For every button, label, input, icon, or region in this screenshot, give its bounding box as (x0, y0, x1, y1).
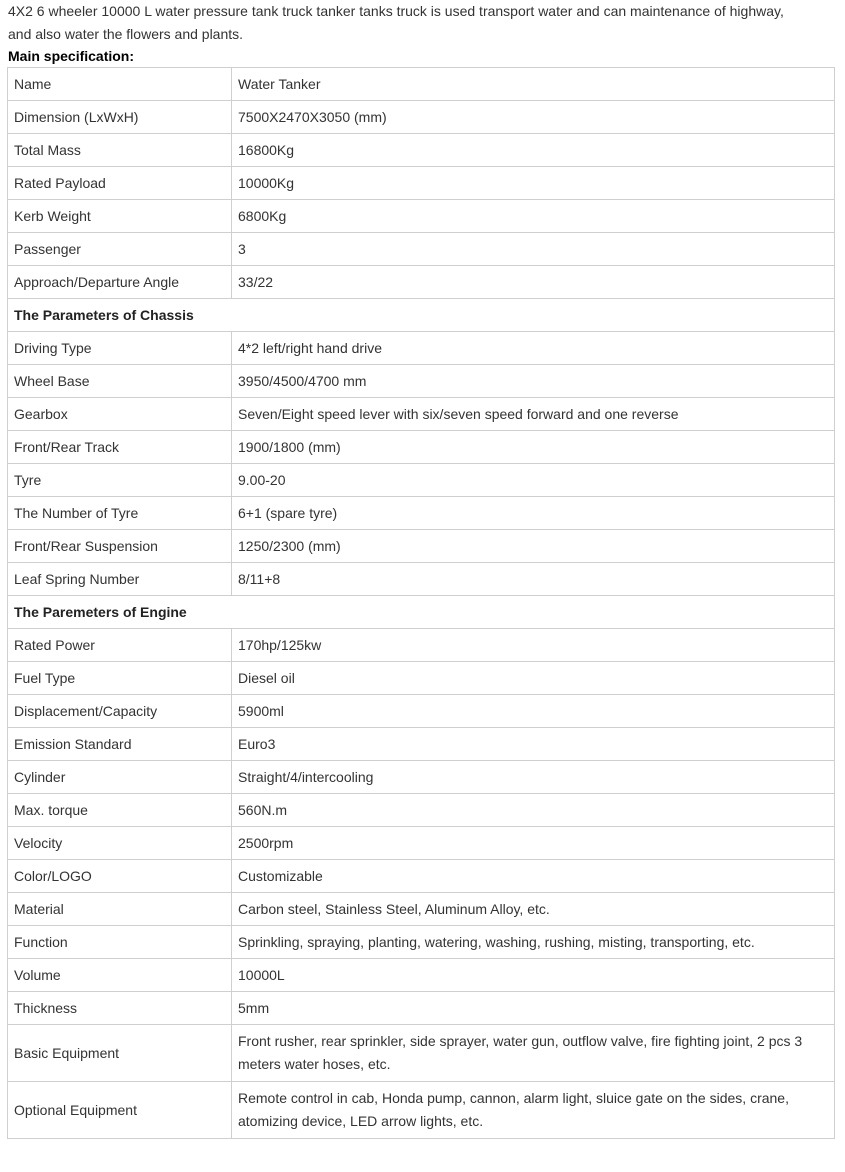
table-row (8, 464, 835, 497)
spec-label: Cylinder (8, 761, 232, 794)
spec-table-body (8, 68, 835, 1139)
spec-label: Name (8, 68, 232, 101)
spec-label: Driving Type (8, 332, 232, 365)
spec-value: 170hp/125kw (232, 629, 835, 662)
table-row (8, 167, 835, 200)
table-row (8, 992, 835, 1025)
table-row (8, 827, 835, 860)
spec-label: Fuel Type (8, 662, 232, 695)
spec-value: 10000L (232, 959, 835, 992)
spec-value: 3 (232, 233, 835, 266)
spec-value: Seven/Eight speed lever with six/seven speed forward and one reverse (232, 398, 835, 431)
table-row (8, 332, 835, 365)
table-row (8, 68, 835, 101)
spec-heading: Main specification: (8, 48, 135, 64)
section-title: The Paremeters of Engine (8, 596, 835, 629)
table-row (8, 893, 835, 926)
spec-label: Passenger (8, 233, 232, 266)
spec-value: 6800Kg (232, 200, 835, 233)
table-row (8, 794, 835, 827)
section-header-row (8, 299, 835, 332)
table-row (8, 662, 835, 695)
spec-value: Euro3 (232, 728, 835, 761)
spec-label: Wheel Base (8, 365, 232, 398)
table-row (8, 365, 835, 398)
spec-value: 2500rpm (232, 827, 835, 860)
table-row (8, 629, 835, 662)
table-row (8, 959, 835, 992)
spec-value: 1900/1800 (mm) (232, 431, 835, 464)
spec-label: Tyre (8, 464, 232, 497)
spec-value: 6+1 (spare tyre) (232, 497, 835, 530)
spec-table (7, 67, 835, 1139)
spec-label: Approach/Departure Angle (8, 266, 232, 299)
table-row (8, 728, 835, 761)
spec-value: 16800Kg (232, 134, 835, 167)
section-header-row (8, 596, 835, 629)
spec-label: Material (8, 893, 232, 926)
table-row (8, 101, 835, 134)
spec-value: 10000Kg (232, 167, 835, 200)
intro-paragraph: 4X2 6 wheeler 10000 L water pressure tank truck tanker tanks truck is used transport water and can maintenance of highway, and also water the flowers and plants. (8, 3, 784, 42)
spec-label: Front/Rear Suspension (8, 530, 232, 563)
table-row (8, 530, 835, 563)
spec-value: 3950/4500/4700 mm (232, 365, 835, 398)
spec-value: 5900ml (232, 695, 835, 728)
spec-value: 5mm (232, 992, 835, 1025)
table-row (8, 398, 835, 431)
spec-label: Basic Equipment (8, 1025, 232, 1082)
spec-value: 1250/2300 (mm) (232, 530, 835, 563)
spec-label: Volume (8, 959, 232, 992)
spec-label: Velocity (8, 827, 232, 860)
spec-label: Thickness (8, 992, 232, 1025)
spec-value: 560N.m (232, 794, 835, 827)
table-row (8, 134, 835, 167)
spec-value: Diesel oil (232, 662, 835, 695)
spec-value: Carbon steel, Stainless Steel, Aluminum Alloy, etc. (232, 893, 835, 926)
table-row (8, 200, 835, 233)
spec-label: Color/LOGO (8, 860, 232, 893)
spec-value: 4*2 left/right hand drive (232, 332, 835, 365)
table-row (8, 1082, 835, 1139)
spec-label: Rated Power (8, 629, 232, 662)
spec-value: 9.00-20 (232, 464, 835, 497)
spec-value: Remote control in cab, Honda pump, cannon, alarm light, sluice gate on the sides, crane, atomizing device, LED arrow lights, etc. (232, 1082, 835, 1139)
table-row (8, 497, 835, 530)
spec-label: Optional Equipment (8, 1082, 232, 1139)
spec-label: Rated Payload (8, 167, 232, 200)
spec-label: Total Mass (8, 134, 232, 167)
table-row (8, 431, 835, 464)
spec-label: Kerb Weight (8, 200, 232, 233)
spec-value: 7500X2470X3050 (mm) (232, 101, 835, 134)
table-row (8, 1025, 835, 1082)
spec-label: Displacement/Capacity (8, 695, 232, 728)
table-row (8, 266, 835, 299)
spec-label: The Number of Tyre (8, 497, 232, 530)
spec-label: Emission Standard (8, 728, 232, 761)
table-row (8, 563, 835, 596)
table-row (8, 233, 835, 266)
spec-value: Water Tanker (232, 68, 835, 101)
spec-value: Front rusher, rear sprinkler, side sprayer, water gun, outflow valve, fire fighting joint, 2 pcs 3 meters water hoses, etc. (232, 1025, 835, 1082)
table-row (8, 695, 835, 728)
spec-label: Front/Rear Track (8, 431, 232, 464)
spec-label: Max. torque (8, 794, 232, 827)
spec-value: 33/22 (232, 266, 835, 299)
table-row (8, 926, 835, 959)
spec-value: Sprinkling, spraying, planting, watering, washing, rushing, misting, transporting, etc. (232, 926, 835, 959)
table-row (8, 761, 835, 794)
table-row (8, 860, 835, 893)
spec-label: Leaf Spring Number (8, 563, 232, 596)
section-title: The Parameters of Chassis (8, 299, 835, 332)
spec-value: Straight/4/intercooling (232, 761, 835, 794)
spec-label: Dimension (LxWxH) (8, 101, 232, 134)
spec-value: Customizable (232, 860, 835, 893)
spec-label: Gearbox (8, 398, 232, 431)
spec-label: Function (8, 926, 232, 959)
spec-value: 8/11+8 (232, 563, 835, 596)
